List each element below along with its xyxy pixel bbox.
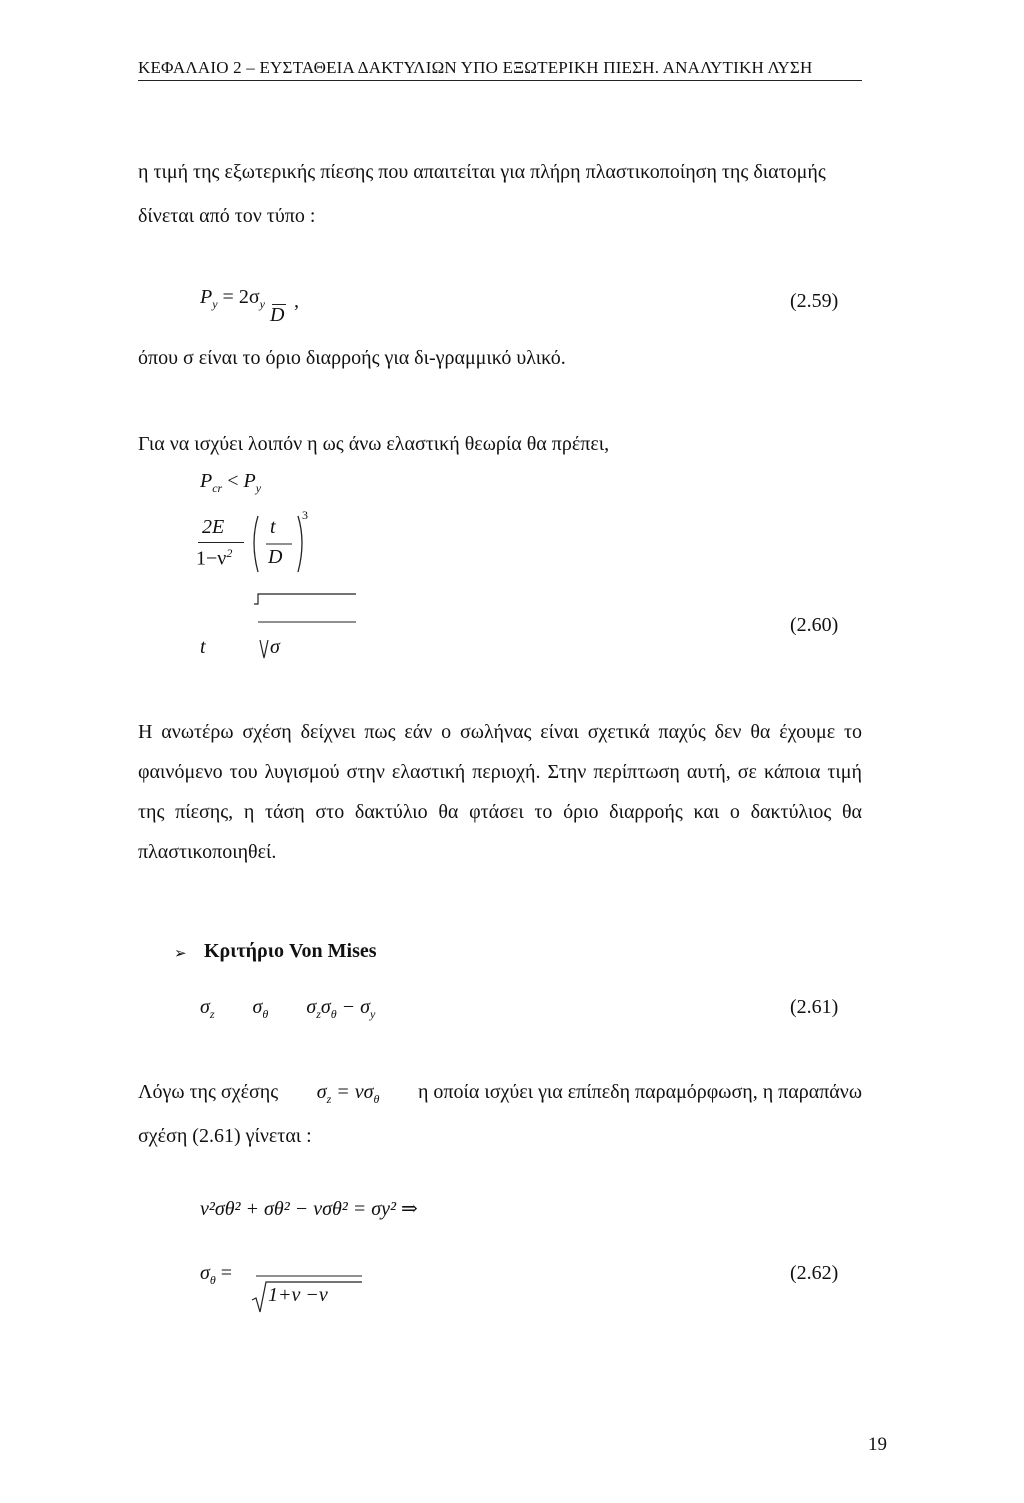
- eq260-radical: [248, 592, 360, 666]
- page-number: 19: [868, 1434, 887, 1455]
- ineq2-fraction-bar: [198, 542, 244, 543]
- header-rule: [138, 80, 862, 81]
- running-header: ΚΕΦΑΛΑΙΟ 2 – ΕΥΣΤΑΘΕΙΑ ΔΑΚΤΥΛΙΩΝ ΥΠΟ ΕΞΩΤΕΡΙΚΗ ΠΙΕΣΗ. ΑΝΑΛΥΤΙΚΗ ΛΥΣΗ: [138, 58, 813, 77]
- equation-2-62: $\sigma_\theta$ =: [200, 1262, 233, 1287]
- eq260-lhs: t: [200, 636, 206, 658]
- paragraph-3: Για να ισχύει λοιπόν η ως άνω ελαστική θεωρία θα πρέπει,: [138, 433, 610, 455]
- eq259-lhs-sub: y: [212, 297, 218, 311]
- paragraph-5-line-2: σχέση (2.61) γίνεται :: [138, 1125, 312, 1147]
- equation-number-2-60: (2.60): [790, 614, 839, 636]
- ineq2-denominator: $1-\nu^2$: [196, 546, 233, 570]
- eq260-sigma: σ: [270, 636, 280, 658]
- ineq2-inner-denominator: D: [268, 546, 283, 568]
- p5-relation: $\sigma_z = \nu\sigma_\theta$: [316, 1081, 380, 1106]
- ineq2-numerator: 2E: [202, 516, 225, 538]
- paragraph-1-line-1: η τιμή της εξωτερικής πίεσης που απαιτείται για πλήρη πλαστικοποίηση της διατομής: [138, 161, 826, 183]
- equation-number-2-62: (2.62): [790, 1262, 839, 1284]
- paragraph-1-line-2: δίνεται από τον τύπο :: [138, 205, 316, 227]
- eq259-rhs-sub: y: [259, 297, 265, 311]
- bullet-arrow-icon: ➢: [174, 946, 187, 962]
- eq259-rhs: = 2σ: [222, 286, 260, 308]
- ineq2-inner-numerator: t: [270, 516, 276, 538]
- equation-von-mises-plane-strain: ν²σθ² + σθ² − νσθ² = σy² ⇒: [200, 1198, 418, 1220]
- equation-number-2-59: (2.59): [790, 290, 839, 312]
- paragraph-5-line-1: Λόγω της σχέσης $\sigma_z = \nu\sigma_\theta$ η οποία ισχύει για επίπεδη παραμόρφωση, η παραπάνω: [138, 1072, 862, 1119]
- ineq2-exponent: 3: [302, 508, 308, 522]
- eq259-denominator: D: [270, 304, 285, 326]
- eq259-lhs: P: [200, 286, 213, 308]
- equation-number-2-61: (2.61): [790, 996, 839, 1018]
- eq262-denominator: 1+ν −ν: [268, 1284, 328, 1306]
- equation-2-59: [200, 286, 265, 312]
- inequality-pcr-py: $P_{cr} < P_y$: [200, 470, 262, 495]
- equation-2-61: $\sigma_z$ $\sigma_\theta$ $\sigma_z\sigma_\theta - \sigma_y$: [200, 996, 376, 1021]
- paragraph-4: Η ανωτέρω σχέση δείχνει πως εάν ο σωλήνας είναι σχετικά παχύς δεν θα έχουμε το φαινόμενο του λυγισμού στην ελαστική περιοχή. Στην περίπτωση αυτή, σε κάποια τιμή της πίεσης, η τάση στο δακτύλιο θα φτάσει το όριο διαρροής και ο δακτύλιος θα πλαστικοποιηθεί.: [138, 721, 862, 863]
- section-title-von-mises: Κριτήριο Von Mises: [204, 940, 377, 962]
- paragraph-2: όπου σ είναι το όριο διαρροής για δι-γραμμικό υλικό.: [138, 347, 566, 369]
- eq259-comma: ,: [294, 290, 299, 312]
